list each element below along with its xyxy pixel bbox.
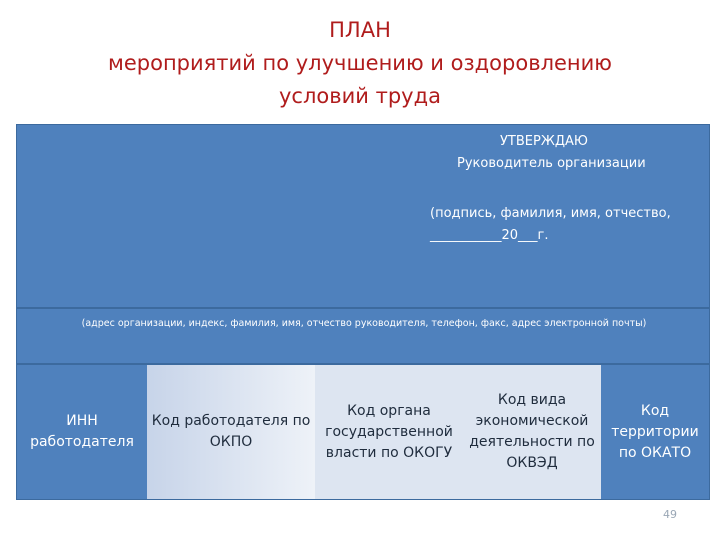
okpo-line-2: ОКПО bbox=[209, 434, 253, 450]
okved-line-3: деятельности по bbox=[469, 434, 595, 450]
address-label: (адрес организации, индекс, фамилия, имя, отчество руководителя, телефон, факс, адрес электронной почты) bbox=[81, 318, 647, 329]
date-label: ___________20___г. bbox=[430, 228, 549, 243]
okato-line-1: Код bbox=[640, 402, 670, 419]
head-label: Руководитель организации bbox=[457, 156, 646, 171]
okved-line-1: Код вида bbox=[497, 392, 567, 408]
okpo-cell bbox=[147, 365, 315, 499]
signature-label: (подпись, фамилия, имя, отчество, bbox=[430, 206, 671, 221]
approve-label: УТВЕРЖДАЮ bbox=[500, 134, 588, 149]
okogu-cell bbox=[315, 365, 463, 499]
okved-cell bbox=[463, 365, 601, 499]
okato-line-2: территории bbox=[611, 423, 699, 440]
okpo-line-1: Код работодателя по bbox=[151, 413, 311, 429]
approval-block bbox=[16, 124, 710, 308]
title-line-1: ПЛАН bbox=[329, 18, 391, 42]
okogu-line-2: государственной bbox=[325, 423, 453, 440]
title-line-2: мероприятий по улучшению и оздоровлению bbox=[108, 51, 612, 75]
inn-line-2: работодателя bbox=[30, 434, 134, 450]
address-block bbox=[16, 308, 710, 364]
inn-cell bbox=[17, 365, 147, 499]
okato-cell bbox=[601, 365, 709, 499]
inn-line-1: ИНН bbox=[66, 413, 98, 429]
page-number: 49 bbox=[663, 508, 677, 521]
title-line-3: условий труда bbox=[279, 84, 441, 108]
okato-line-3: по ОКАТО bbox=[618, 444, 692, 461]
okved-line-2: экономической bbox=[475, 413, 589, 429]
codes-table bbox=[16, 364, 710, 500]
okved-line-4: ОКВЭД bbox=[506, 455, 558, 471]
page-title bbox=[0, 14, 720, 113]
okogu-line-3: власти по ОКОГУ bbox=[325, 444, 453, 461]
okogu-line-1: Код органа bbox=[347, 402, 431, 419]
